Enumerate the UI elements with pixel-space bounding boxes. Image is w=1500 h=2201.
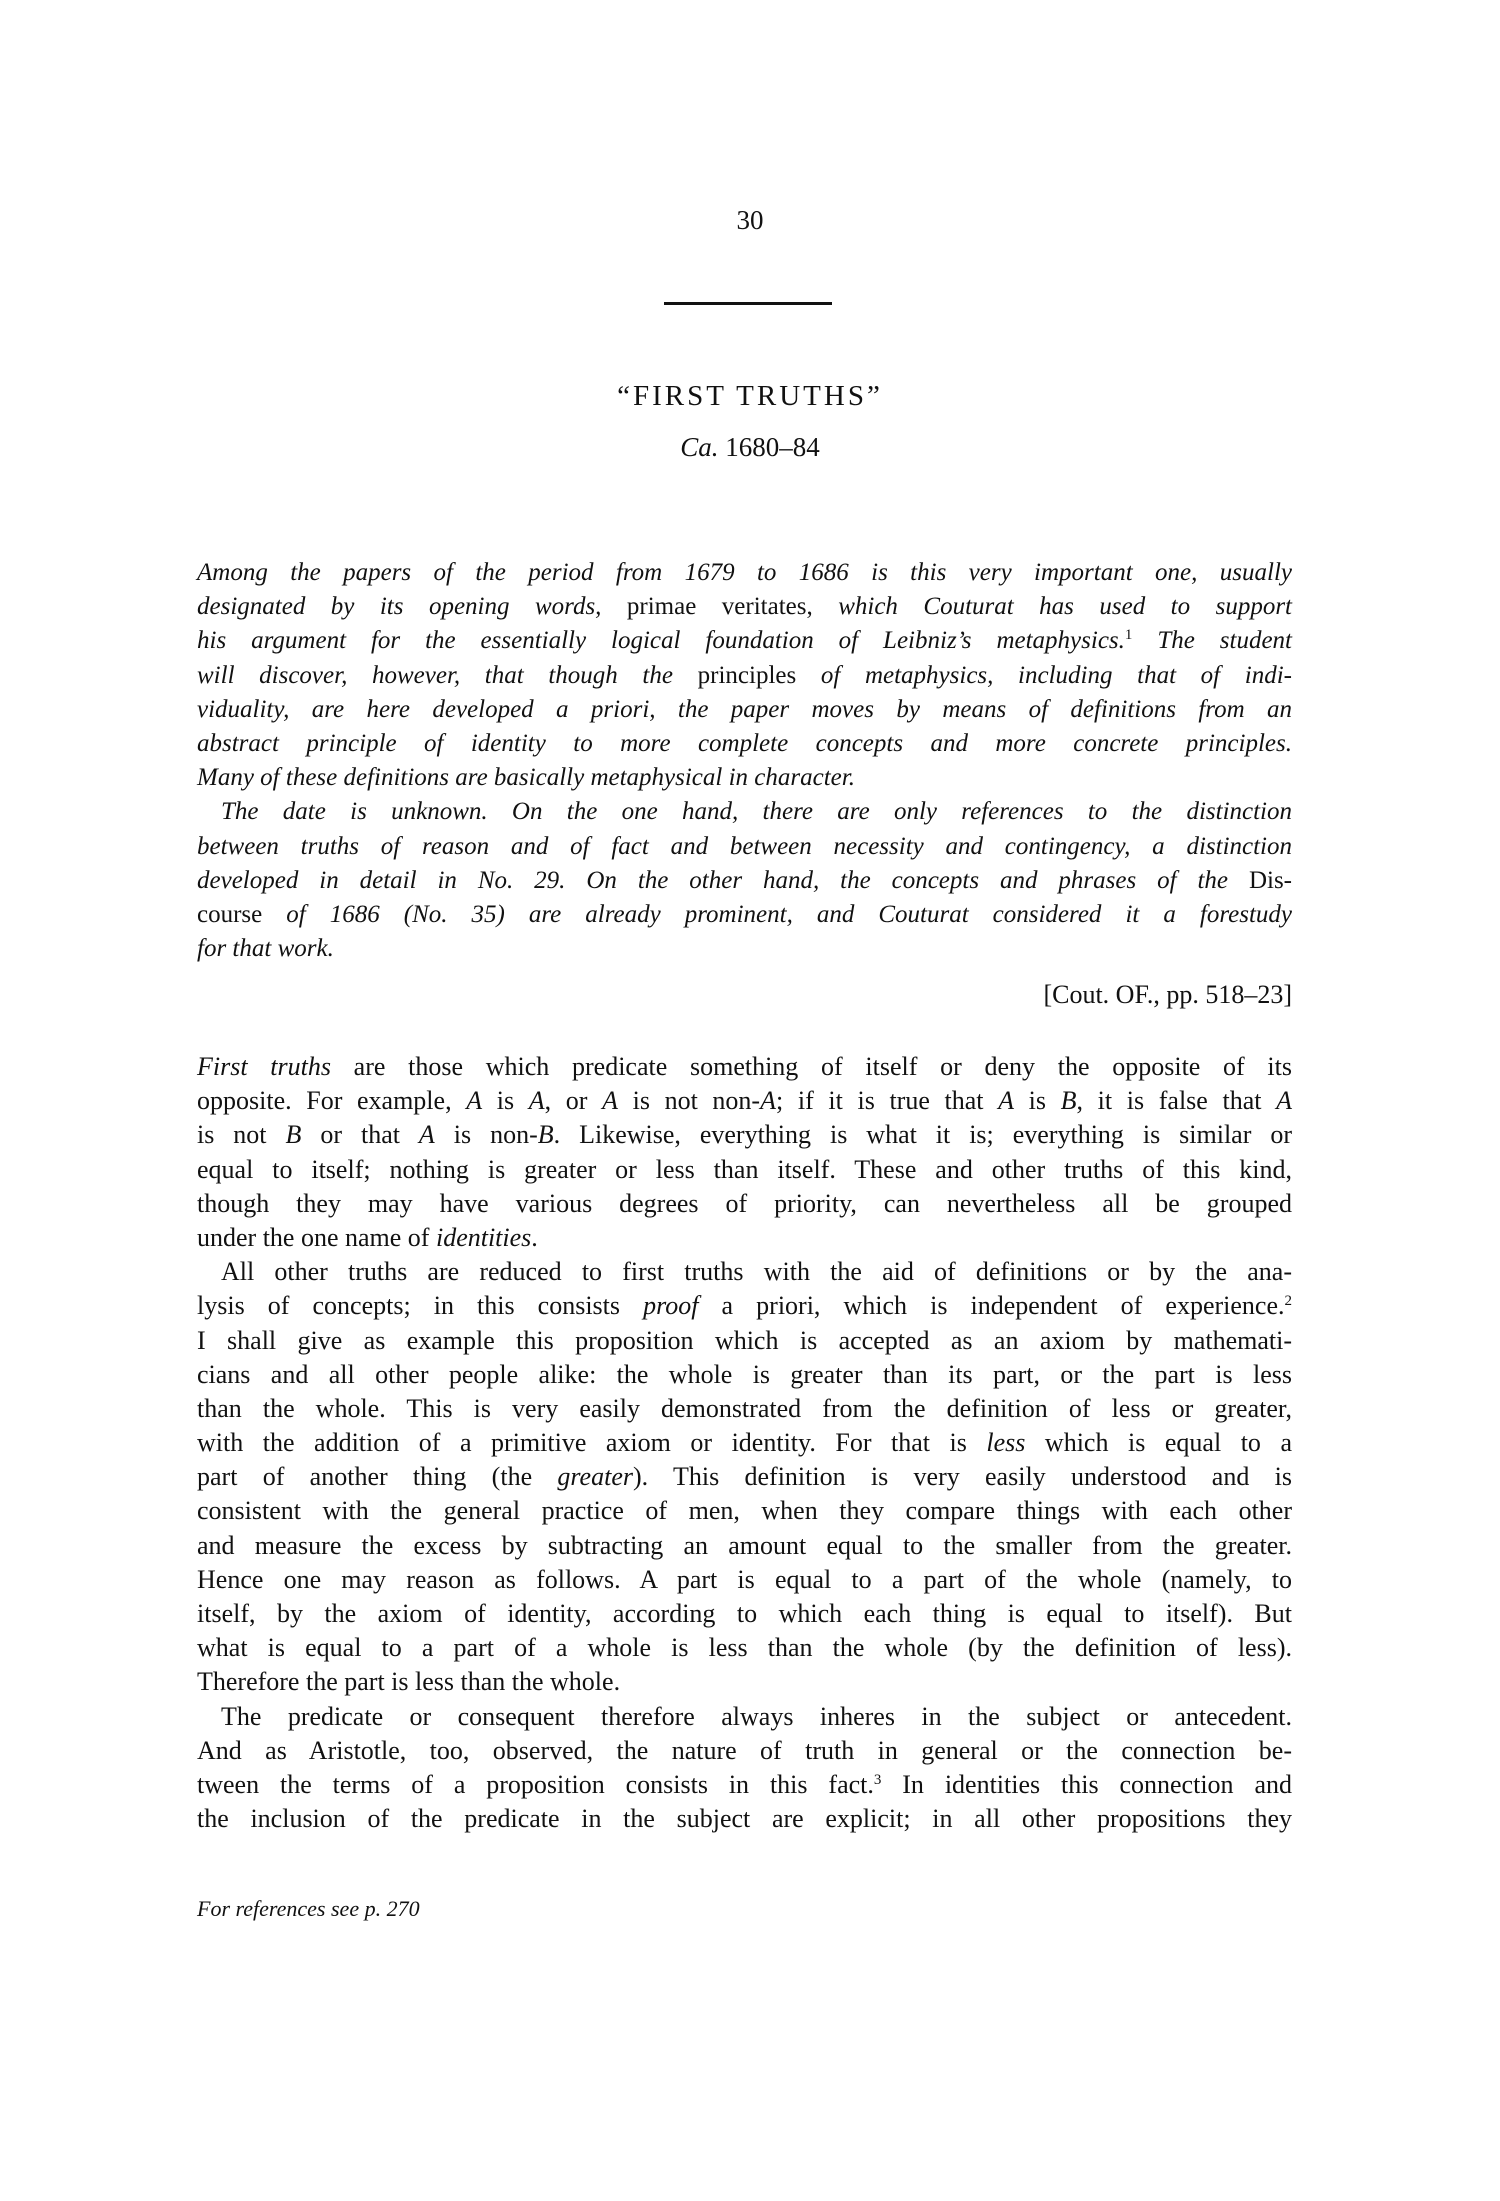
text-run: abstract principle of identity to more complete concepts and more concrete principles. [197, 729, 1292, 757]
paragraph [197, 556, 1292, 795]
text-run: tween the terms of a proposition consists in this fact. [197, 1769, 874, 1799]
text-run: Among the papers of the period from 1679 to 1686 is this very important one, usually [197, 559, 1292, 586]
text-run: The date is unknown. On the one hand, there are only references to the distinction [221, 798, 1292, 826]
title-rule [664, 302, 832, 305]
text-run: itself, by the axiom of identity, according to which each thing is equal to itself). But [197, 1599, 1292, 1628]
text-run: than the whole. This is very easily demonstrated from the definition of less or greater, [197, 1393, 1292, 1423]
text-line [197, 932, 1292, 966]
text-run: the inclusion of the predicate in the subject are explicit; in all other propositions they [197, 1804, 1292, 1834]
text-run: his argument for the essentially logical foundation of Leibniz’s metaphysics. [197, 627, 1125, 655]
text-run: viduality, are here developed a priori, the paper moves by means of definitions from an [197, 695, 1292, 723]
text-line [197, 1734, 1292, 1768]
text-line [197, 1529, 1292, 1563]
text-run: less [986, 1428, 1026, 1458]
text-run: primae veritates, [626, 593, 839, 621]
text-line [197, 556, 1292, 590]
text-line [197, 1187, 1292, 1221]
text-run: Many of these definitions are basically metaphysical in character. [197, 764, 855, 792]
text-run: principles [697, 661, 821, 689]
text-run: A [602, 1086, 618, 1116]
text-line [197, 624, 1292, 658]
text-line [197, 1563, 1292, 1597]
text-run: which is equal to a [1025, 1428, 1292, 1458]
text-line [197, 1802, 1292, 1836]
text-line [197, 761, 1292, 795]
text-run: B [285, 1120, 302, 1150]
text-run: Hence one may reason as follows. A part is equal to a part of the whole (namely, to [197, 1564, 1292, 1594]
chapter-title: “FIRST TRUTHS” [617, 380, 883, 412]
date-years: 1680–84 [718, 432, 820, 462]
text-run: are those which predicate something of itself or deny the opposite of its [330, 1052, 1292, 1081]
text-run: All other truths are reduced to first truths with the aid of definitions or by the ana- [221, 1257, 1292, 1287]
text-line [197, 1221, 1292, 1255]
text-run: , or [544, 1086, 603, 1116]
editor-introduction [197, 556, 1292, 966]
text-run: In identities this connection and [881, 1769, 1292, 1799]
text-run: is non- [434, 1120, 538, 1150]
text-run: A [1276, 1086, 1292, 1116]
text-line [197, 1631, 1292, 1665]
text-run: is not [197, 1120, 286, 1150]
text-line [197, 1358, 1292, 1392]
text-run: what is equal to a part of a whole is less than the whole (by the definition of less). [197, 1633, 1292, 1663]
text-run: with the addition of a primitive axiom or identity. For that is [197, 1428, 987, 1458]
text-run: though they may have various degrees of priority, can nevertheless all be grouped [197, 1188, 1292, 1218]
text-run: Dis- [1248, 866, 1292, 894]
paragraph [197, 1255, 1292, 1699]
text-run: opposite. For example, [197, 1086, 467, 1116]
text-run: I shall give as example this proposition which is accepted as an axiom by mathemati- [197, 1325, 1292, 1355]
text-run: part of another thing (the [197, 1462, 558, 1492]
text-run: , it is false that [1076, 1086, 1277, 1116]
text-run: designated by its opening words, [197, 593, 627, 621]
text-run: And as Aristotle, too, observed, the nature of truth in general or the connection be- [197, 1735, 1292, 1765]
text-line [197, 1768, 1292, 1802]
text-run: The student [1132, 627, 1293, 655]
text-run: A [528, 1086, 545, 1116]
text-run: First truths [197, 1052, 331, 1081]
text-run: developed in detail in No. 29. On the other hand, the concepts and phrases of the [197, 866, 1249, 894]
text-run: or that [301, 1120, 419, 1150]
text-run: A [418, 1120, 435, 1150]
text-line [197, 1460, 1292, 1494]
text-line [197, 1597, 1292, 1631]
text-run: of 1686 (No. 35) are already prominent, and Couturat considered it a forestudy [286, 900, 1292, 928]
paragraph [197, 1050, 1292, 1255]
text-run: A [466, 1086, 483, 1116]
main-text [197, 1050, 1292, 1836]
footnote-marker: 1 [1124, 627, 1133, 644]
text-run: proof [643, 1291, 699, 1321]
text-run: lysis of concepts; in this consists [197, 1291, 644, 1321]
text-line [197, 1118, 1292, 1152]
source-citation: [Cout. OF., pp. 518–23] [1043, 980, 1292, 1009]
text-run: equal to itself; nothing is greater or less than itself. These and other truths of this kind, [197, 1154, 1292, 1184]
text-run: consistent with the general practice of men, when they compare things with each other [197, 1496, 1292, 1526]
text-line [197, 1153, 1292, 1187]
text-line [197, 1426, 1292, 1460]
text-line [197, 1392, 1292, 1426]
text-line [197, 1050, 1292, 1084]
text-line [197, 1324, 1292, 1358]
text-run: is [1014, 1086, 1061, 1116]
text-run: identities [435, 1222, 532, 1252]
text-run: under the one name of [197, 1222, 436, 1252]
text-run: Therefore the part is less than the whole. [197, 1667, 621, 1697]
page-number: 30 [736, 205, 764, 235]
text-line [197, 864, 1292, 898]
text-run: of metaphysics, including that of indi- [820, 661, 1292, 689]
text-run: a priori, which is independent of experience. [698, 1291, 1285, 1321]
text-run: . Likewise, everything is what it is; everything is similar or [553, 1120, 1293, 1150]
text-run: ; if it is true that [776, 1086, 999, 1116]
paragraph [197, 1700, 1292, 1837]
text-run: for that work. [197, 935, 334, 963]
text-line [197, 1084, 1292, 1118]
text-run: course [197, 900, 287, 928]
date-prefix: Ca. [680, 432, 719, 462]
text-run: and measure the excess by subtracting an amount equal to the smaller from the greater. [197, 1530, 1292, 1560]
text-run: is [482, 1086, 529, 1116]
text-run: A [998, 1086, 1015, 1116]
text-run: B [1060, 1086, 1077, 1116]
text-run: greater [557, 1462, 633, 1492]
text-run: is not non- [617, 1086, 761, 1116]
text-run: B [537, 1120, 554, 1150]
text-line [197, 590, 1292, 624]
text-line [197, 1700, 1292, 1734]
text-run: A [760, 1086, 776, 1116]
text-line [197, 1494, 1292, 1528]
paragraph [197, 795, 1292, 966]
chapter-date [0, 432, 1500, 463]
text-line [197, 830, 1292, 864]
text-line [197, 1665, 1292, 1699]
text-line [197, 898, 1292, 932]
text-run: cians and all other people alike: the whole is greater than its part, or the part is less [197, 1359, 1292, 1389]
references-footnote: For references see p. 270 [197, 1896, 420, 1921]
text-run: between truths of reason and of fact and between necessity and contingency, a distinction [197, 832, 1292, 860]
footnote-marker: 3 [873, 1771, 882, 1788]
text-run: . [531, 1222, 538, 1252]
text-run: The predicate or consequent therefore always inheres in the subject or antecedent. [221, 1701, 1292, 1731]
text-run: will discover, however, that though the [197, 661, 698, 689]
text-line [197, 693, 1292, 727]
text-line [197, 727, 1292, 761]
footnote-marker: 2 [1284, 1293, 1292, 1310]
text-line [197, 795, 1292, 829]
text-run: which Couturat has used to support [838, 593, 1292, 621]
text-line [197, 1255, 1292, 1289]
text-line [197, 659, 1292, 693]
text-run: ). This definition is very easily understood and is [632, 1462, 1292, 1492]
text-line [197, 1289, 1292, 1323]
